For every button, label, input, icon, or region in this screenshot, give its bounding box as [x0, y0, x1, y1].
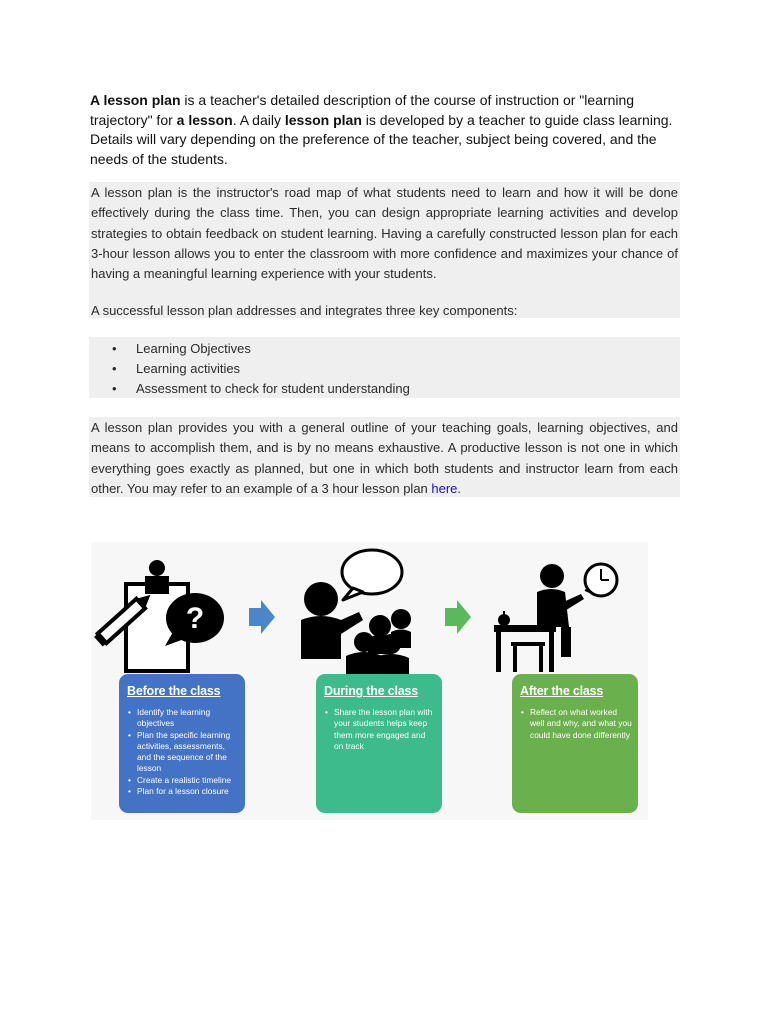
- student-desk-clock-icon: [494, 564, 617, 672]
- list-item: • Assessment to check for student understanding: [112, 379, 612, 399]
- arrow-icon: [445, 600, 471, 634]
- teacher-students-icon: [301, 550, 411, 674]
- list-item: • Reflect on what worked well and why, and what you could have done differently: [520, 707, 632, 741]
- after-class-title: After the class: [520, 684, 604, 698]
- intro-paragraph: [90, 91, 680, 169]
- list-item: • Learning Objectives: [112, 339, 612, 359]
- intro-term-lesson-plan: A lesson plan: [90, 92, 181, 108]
- before-class-title: Before the class: [127, 684, 221, 698]
- list-item: • Plan for a lesson closure: [127, 786, 239, 797]
- components-list: [112, 339, 612, 399]
- during-class-list: [324, 707, 436, 752]
- after-class-list: [520, 707, 632, 741]
- example-link[interactable]: here: [431, 480, 458, 496]
- during-class-card: [316, 674, 442, 813]
- before-class-card: [119, 674, 245, 813]
- list-item: • Learning activities: [112, 359, 612, 379]
- list-item: • Identify the learning objectives: [127, 707, 239, 730]
- intro-text: is developed by a teacher to guide class learning. Details will vary depending on the preference of the teacher, subject being covered, and the needs of the students.: [90, 111, 673, 167]
- outline-end: .: [457, 480, 462, 496]
- intro-term-a-lesson: a lesson: [176, 111, 233, 128]
- components-intro: A successful lesson plan addresses and integrates three key components:: [91, 303, 518, 318]
- intro-text: . A daily: [232, 111, 285, 128]
- roadmap-paragraph: A lesson plan is the instructor's road map of what students need to learn and how it will be done effectively during the class time. Then, you can design appropriate learning activities and develop strategies to obtain feedback on student learning. Having a carefully constructed lesson plan for each 3-hour lesson allows you to enter the classroom with more confidence and maximizes your chance of having a meaningful learning experience with your students.: [91, 185, 678, 282]
- list-item: • Create a realistic timeline: [127, 775, 239, 786]
- svg-text:?: ?: [185, 602, 205, 635]
- arrow-icon: [249, 600, 275, 634]
- during-class-title: During the class: [324, 684, 419, 698]
- list-item: • Share the lesson plan with your students helps keep them more engaged and on track: [324, 707, 436, 752]
- intro-term-lesson-plan-2: lesson plan: [284, 111, 362, 128]
- intro-text: is a teacher's detailed description of the course of instruction or "learning trajectory" for: [90, 92, 635, 128]
- outline-text: A lesson plan provides you with a general outline of your teaching goals, learning objectives, and means to accomplish them, and is by no means exhaustive. A productive lesson is not one in which everything goes exactly as planned, but one in which both students and instructor learn from each other. You may refer to an example of a 3 hour lesson plan: [91, 420, 678, 496]
- after-class-card: [512, 674, 638, 813]
- clipboard-question-icon: [94, 560, 224, 671]
- lesson-plan-figure: [91, 542, 648, 820]
- outline-paragraph: [91, 418, 678, 499]
- list-item: • Plan the specific learning activities, assessments, and the sequence of the lesson: [127, 730, 239, 775]
- before-class-list: [127, 707, 239, 797]
